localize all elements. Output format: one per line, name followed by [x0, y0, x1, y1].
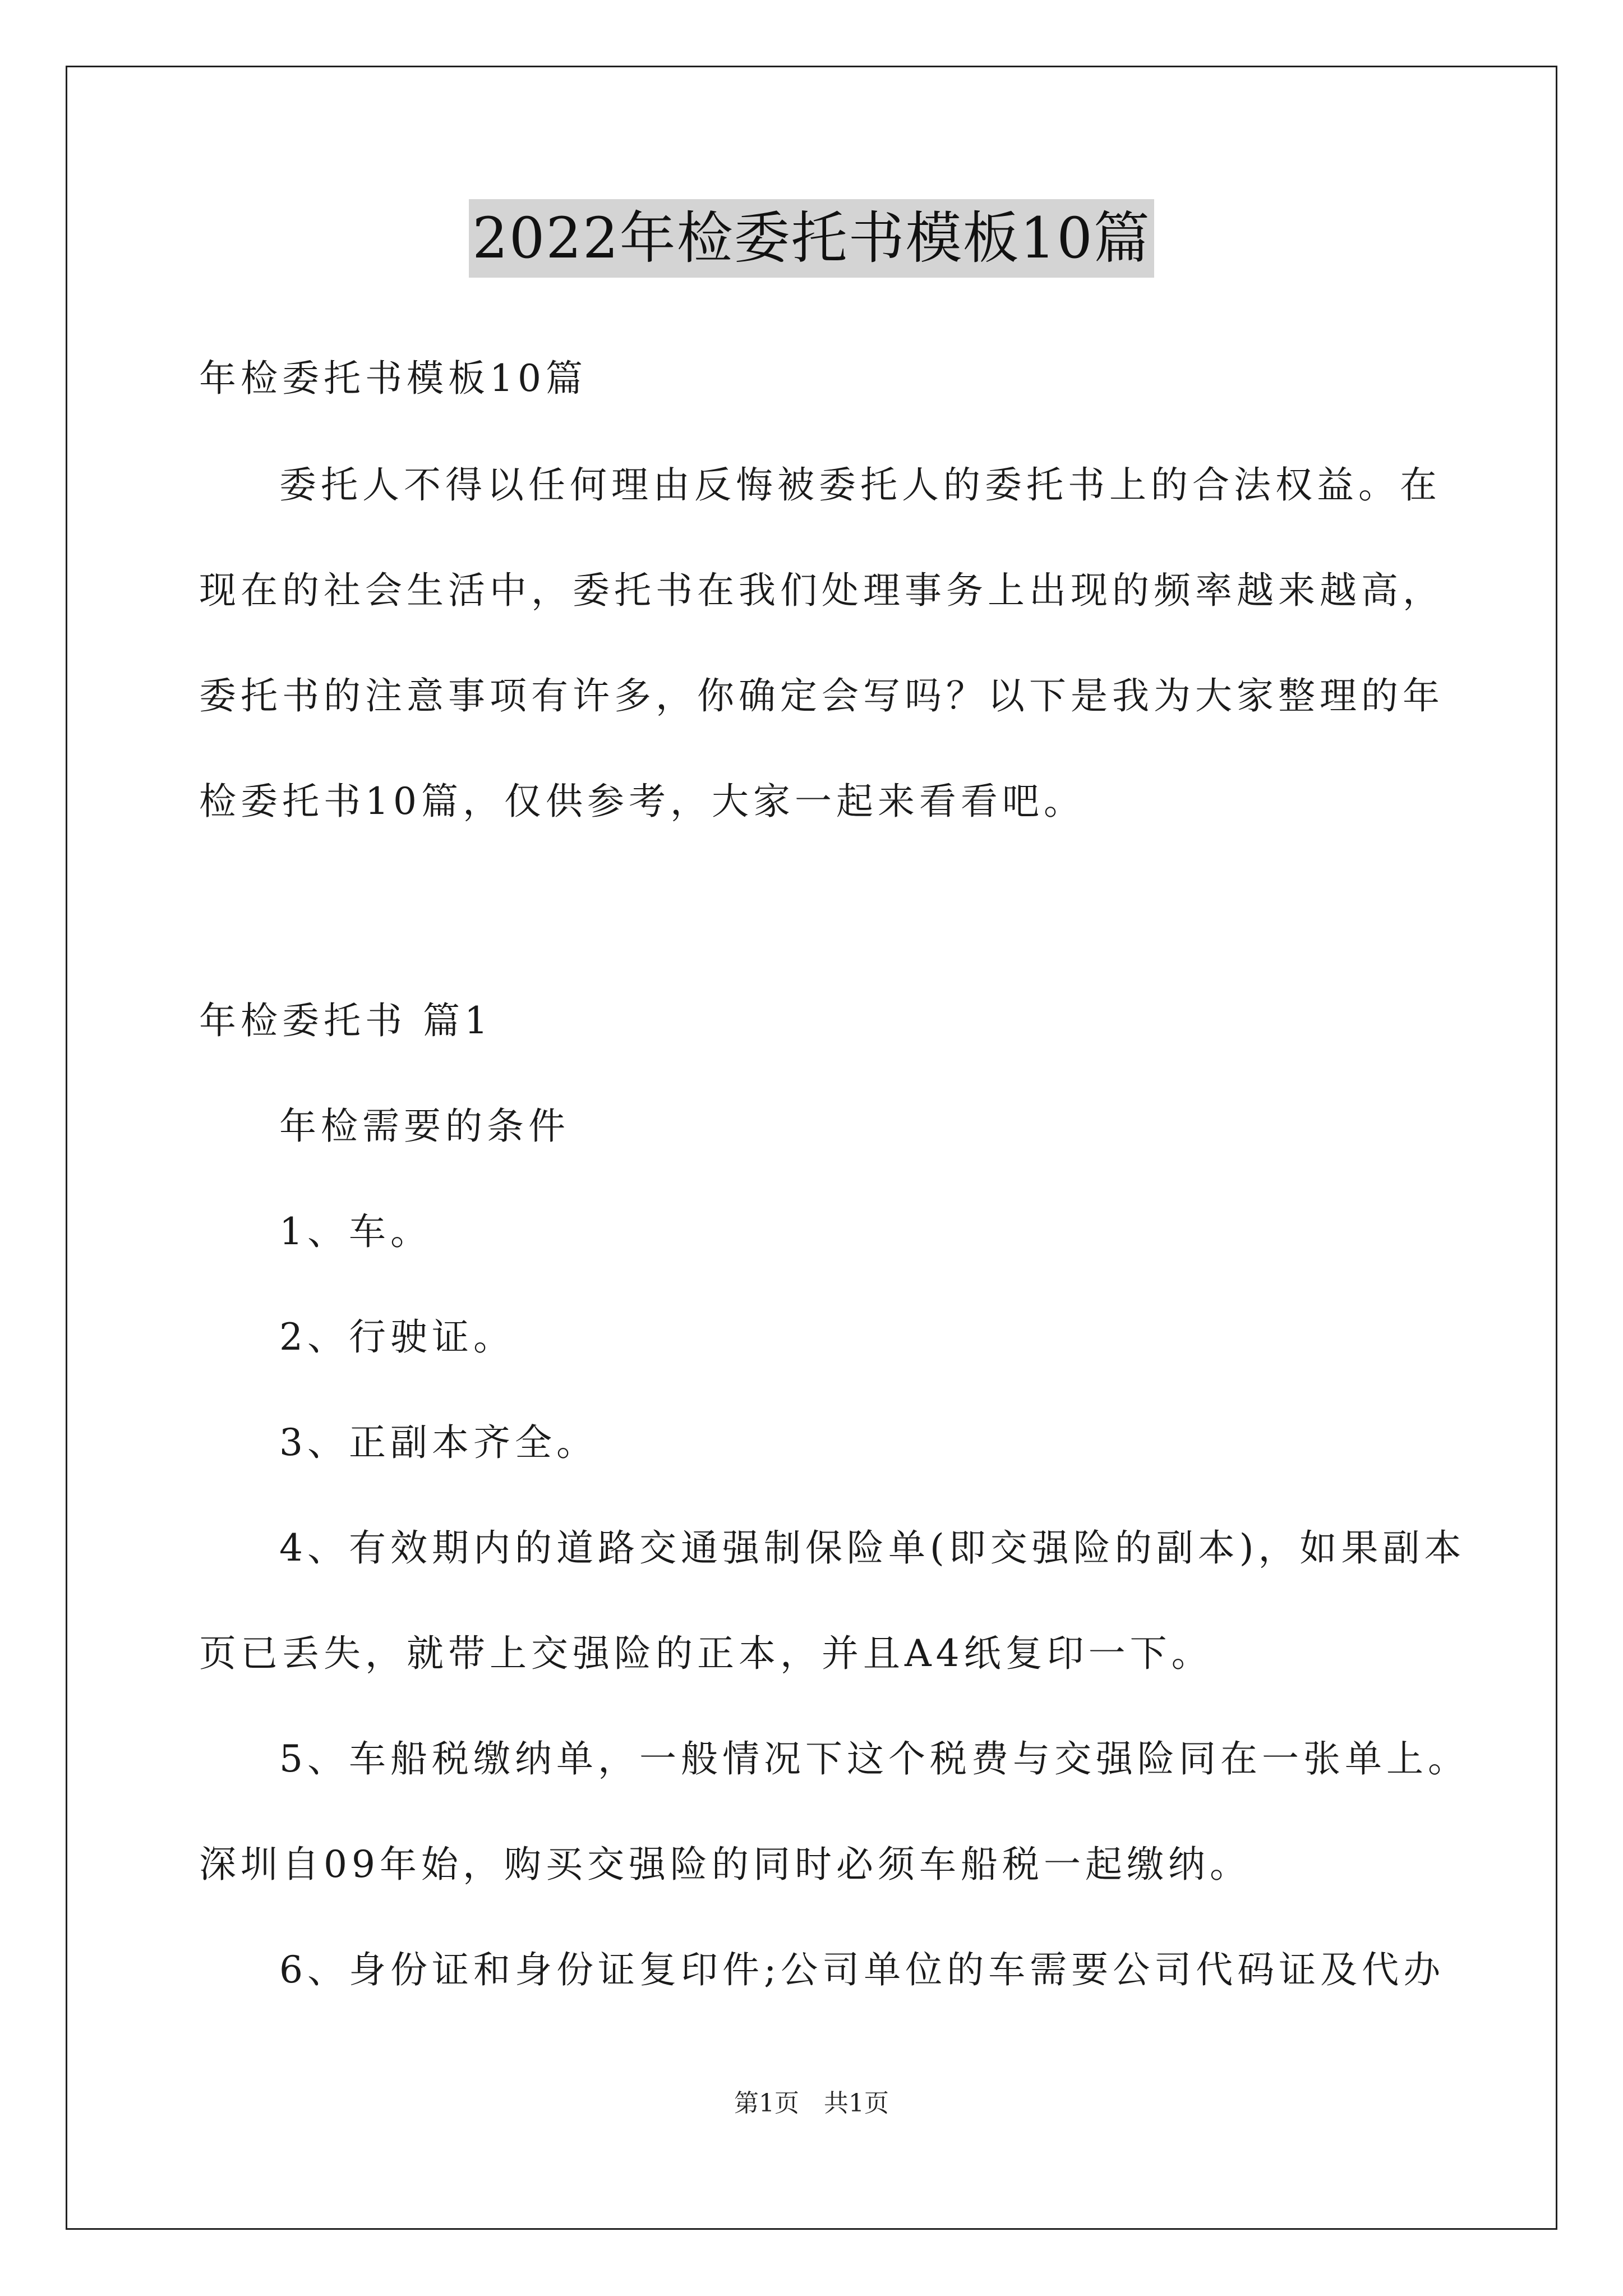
conditions-heading: 年检需要的条件	[279, 1105, 570, 1148]
intro-line-3: 委托书的注意事项有许多，你确定会写吗？以下是我为大家整理的年	[199, 674, 1444, 717]
title-container	[0, 199, 1623, 278]
page-footer: 第1页 共1页	[734, 2089, 889, 2118]
list-item-6-line-1: 6、身份证和身份证复印件;公司单位的车需要公司代码证及代办	[279, 1948, 1445, 1991]
intro-line-2: 现在的社会生活中，委托书在我们处理事务上出现的频率越来越高，	[199, 569, 1444, 612]
list-item-2: 2、行驶证。	[279, 1315, 515, 1359]
list-item-4-line-1: 4、有效期内的道路交通强制保险单(即交强险的副本)，如果副本	[279, 1526, 1466, 1570]
list-item-5-line-2: 深圳自09年始，购买交强险的同时必须车船税一起缴纳。	[199, 1843, 1251, 1886]
list-item-3: 3、正副本齐全。	[279, 1421, 598, 1464]
document-subtitle: 年检委托书模板10篇	[199, 357, 587, 400]
list-item-5-line-1: 5、车船税缴纳单，一般情况下这个税费与交强险同在一张单上。	[279, 1737, 1469, 1780]
list-item-4-line-2: 页已丢失，就带上交强险的正本，并且A4纸复印一下。	[199, 1632, 1213, 1675]
intro-line-4: 检委托书10篇，仅供参考，大家一起来看看吧。	[199, 780, 1085, 823]
section-heading: 年检委托书 篇1	[199, 999, 492, 1042]
document-title: 2022年检委托书模板10篇	[469, 199, 1154, 278]
intro-line-1: 委托人不得以任何理由反悔被委托人的委托书上的合法权益。在	[279, 463, 1441, 507]
list-item-1: 1、车。	[279, 1210, 432, 1253]
